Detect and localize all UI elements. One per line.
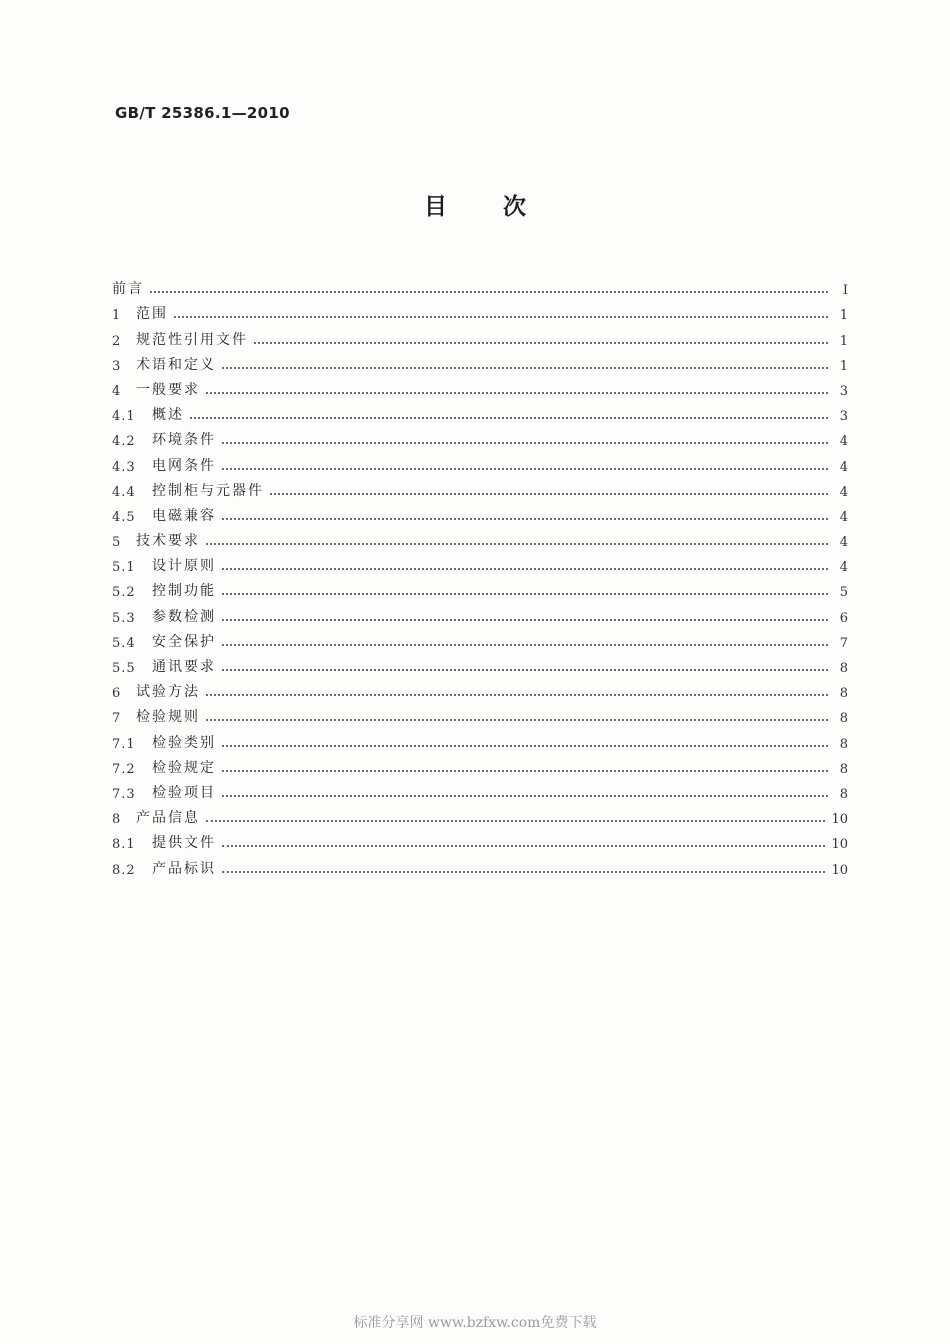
- toc-entry-page: 1: [839, 333, 848, 349]
- toc-entry-label: 试验方法: [136, 684, 200, 701]
- toc-entry-number: 8: [112, 812, 122, 828]
- toc-entry[interactable]: [112, 651, 848, 676]
- toc-entry[interactable]: [112, 600, 848, 625]
- toc-entry-label: 一般要求: [136, 381, 200, 398]
- toc-entry-label: 术语和定义: [136, 356, 216, 373]
- toc-entry[interactable]: [112, 752, 848, 777]
- toc-entry-number: 5.3: [112, 610, 136, 626]
- toc-entry-number: 8.1: [112, 837, 136, 853]
- toc-entry-page: I: [842, 283, 848, 299]
- toc-entry-page: 1: [839, 358, 848, 374]
- toc-entry-label: 范围: [136, 306, 168, 323]
- toc-entry[interactable]: [112, 852, 848, 877]
- toc-entry[interactable]: [112, 323, 848, 348]
- toc-entry-number: 5.2: [112, 585, 136, 601]
- toc-entry-number: 1: [112, 308, 122, 324]
- toc-title: 目次: [424, 194, 582, 220]
- toc-entry-label: 概述: [152, 407, 184, 424]
- toc-entry[interactable]: [112, 349, 848, 374]
- toc-entry[interactable]: [112, 701, 848, 726]
- toc-entry-number: 5: [112, 535, 122, 551]
- toc-entry-page: 4: [839, 434, 848, 450]
- toc-entry-label: 安全保护: [152, 633, 216, 650]
- toc-dot-leader: [222, 871, 825, 873]
- toc-entry-number: 4.3: [112, 459, 136, 475]
- toc-entry-page: 4: [839, 509, 848, 525]
- toc-entry[interactable]: [112, 802, 848, 827]
- toc-entry-label: 产品标识: [152, 860, 216, 877]
- toc-entry-page: 8: [839, 686, 848, 702]
- toc-dot-leader: [222, 845, 825, 847]
- toc-entry-label: 参数检测: [152, 608, 216, 625]
- toc-entry-page: 10: [831, 812, 848, 828]
- toc-dot-leader: [222, 795, 828, 797]
- toc-entry-label: 控制功能: [152, 583, 216, 600]
- toc-dot-leader: [222, 568, 828, 570]
- toc-entry-label: 设计原则: [152, 558, 216, 575]
- toc-entry[interactable]: [112, 676, 848, 701]
- toc-entry-number: 7.2: [112, 761, 136, 777]
- toc-dot-leader: [174, 316, 828, 318]
- toc-entry-number: 4.4: [112, 484, 136, 500]
- toc-entry-page: 10: [831, 837, 848, 853]
- toc-entry-number: 7: [112, 711, 122, 727]
- toc-entry[interactable]: [112, 500, 848, 525]
- toc-dot-leader: [206, 719, 828, 721]
- toc-dot-leader: [222, 669, 828, 671]
- footer-watermark: 标准分享网 www.bzfxw.com免费下载: [353, 1315, 597, 1331]
- toc-dot-leader: [222, 770, 828, 772]
- toc-entry-page: 8: [839, 761, 848, 777]
- toc-entry-page: 8: [839, 661, 848, 676]
- toc-entry-number: 7.1: [112, 736, 136, 752]
- toc-entry[interactable]: [112, 575, 848, 600]
- toc-entry-number: 4.1: [112, 409, 136, 425]
- toc-entry-label: 检验项目: [152, 784, 216, 801]
- toc-entry[interactable]: [112, 273, 848, 298]
- toc-dot-leader: [206, 543, 828, 545]
- toc-entry[interactable]: [112, 374, 848, 399]
- toc-entry-page: 6: [839, 610, 848, 626]
- toc-entry-page: 3: [839, 383, 848, 399]
- toc-entry[interactable]: [112, 424, 848, 449]
- toc-entry-page: 10: [831, 862, 848, 878]
- toc-dot-leader: [222, 442, 828, 444]
- toc-entry-page: 1: [839, 308, 848, 324]
- toc-entry[interactable]: [112, 298, 848, 323]
- toc-entry-number: 7.3: [112, 786, 136, 802]
- toc-entry-label: 检验类别: [152, 734, 216, 751]
- toc-entry[interactable]: [112, 827, 848, 852]
- document-code: GB/T 25386.1—2010: [115, 104, 290, 122]
- toc-entry-label: 产品信息: [136, 810, 200, 827]
- toc-entry-page: 8: [839, 711, 848, 727]
- toc-entry-number: 4.2: [112, 434, 136, 450]
- toc-dot-leader: [222, 468, 828, 470]
- toc-dot-leader: [222, 593, 828, 595]
- toc-entry-page: 8: [839, 736, 848, 752]
- toc-entry-number: 2: [112, 333, 122, 349]
- toc-entry[interactable]: [112, 777, 848, 802]
- toc-entry[interactable]: [112, 626, 848, 651]
- toc-entry-number: 4: [112, 383, 122, 399]
- toc-entry[interactable]: [112, 525, 848, 550]
- toc-entry-label: 提供文件: [152, 835, 216, 852]
- toc-entry-number: 3: [112, 358, 122, 374]
- toc-dot-leader: [222, 644, 828, 646]
- toc-entry[interactable]: [112, 449, 848, 474]
- toc-entry[interactable]: [112, 550, 848, 575]
- toc-dot-leader: [270, 493, 828, 495]
- toc-entry-label: 电磁兼容: [152, 507, 216, 524]
- toc-entry[interactable]: [112, 475, 848, 500]
- toc-dot-leader: [222, 518, 828, 520]
- toc-entry-page: 4: [839, 560, 848, 576]
- toc-entry-label: 环境条件: [152, 432, 216, 449]
- toc-entry-label: 检验规则: [136, 709, 200, 726]
- toc-entry-number: 6: [112, 686, 122, 702]
- toc-dot-leader: [254, 342, 828, 344]
- toc-entry-number: 4.5: [112, 509, 136, 525]
- toc-entry-page: 4: [839, 459, 848, 475]
- toc-entry-label: 通讯要求: [152, 659, 216, 675]
- toc-entry-number: 8.2: [112, 862, 136, 878]
- toc-dot-leader: [206, 820, 825, 822]
- toc-entry-number: 5.5: [112, 661, 136, 676]
- toc-dot-leader: [190, 417, 828, 419]
- toc-entry-label: 前言: [112, 281, 144, 298]
- toc-entry-label: 检验规定: [152, 759, 216, 776]
- toc-dot-leader: [222, 619, 828, 621]
- toc-entry-page: 8: [839, 786, 848, 802]
- toc-entry-page: 5: [839, 585, 848, 601]
- toc-entry[interactable]: [112, 399, 848, 424]
- toc-entry-number: 5.4: [112, 635, 136, 651]
- toc-entry-label: 规范性引用文件: [136, 331, 248, 348]
- toc-entry-number: 5.1: [112, 560, 136, 576]
- toc-entry-page: 3: [839, 409, 848, 425]
- toc-dot-leader: [206, 392, 828, 394]
- toc-entry-label: 控制柜与元器件: [152, 482, 264, 499]
- toc-entry-page: 7: [839, 635, 848, 651]
- toc-dot-leader: [222, 745, 828, 747]
- toc-entry[interactable]: [112, 726, 848, 751]
- toc-entry-page: 4: [839, 484, 848, 500]
- toc-entry-page: 4: [839, 535, 848, 551]
- table-of-contents: [112, 273, 848, 878]
- toc-dot-leader: [206, 694, 828, 696]
- toc-entry-label: 技术要求: [136, 533, 200, 550]
- toc-entry-label: 电网条件: [152, 457, 216, 474]
- toc-dot-leader: [150, 291, 828, 293]
- toc-dot-leader: [222, 367, 828, 369]
